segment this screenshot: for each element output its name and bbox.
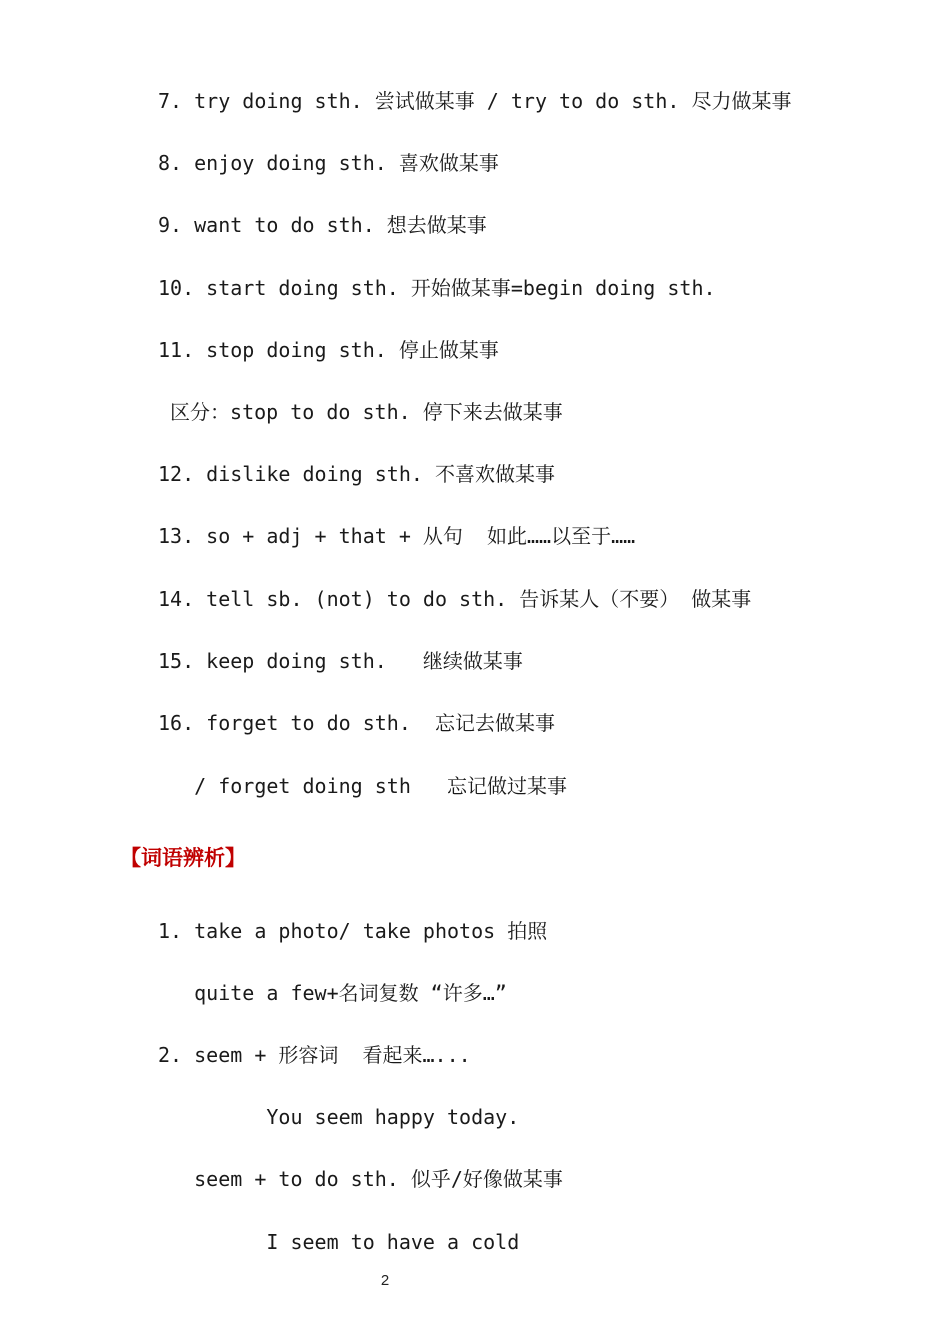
page-number: 2 <box>380 1272 390 1289</box>
phrase-line-16: 16. forget to do sth. 忘记去做某事 <box>158 711 555 735</box>
analysis-line-1: 1. take a photo/ take photos 拍照 <box>158 919 548 943</box>
analysis-line-quite-a-few: quite a few+名词复数 “许多…” <box>158 981 507 1005</box>
phrase-line-8: 8. enjoy doing sth. 喜欢做某事 <box>158 151 499 175</box>
phrase-line-distinction: 区分：stop to do sth. 停下来去做某事 <box>158 400 563 424</box>
phrase-line-16-alt: / forget doing sth 忘记做过某事 <box>158 774 567 798</box>
phrase-line-15: 15. keep doing sth. 继续做某事 <box>158 649 523 673</box>
phrase-line-7: 7. try doing sth. 尝试做某事 / try to do sth. 尽力做某事 <box>158 89 792 113</box>
analysis-line-seem-to: seem + to do sth. 似乎/好像做某事 <box>158 1167 563 1191</box>
phrase-line-13: 13. so + adj + that + 从句 如此……以至于…… <box>158 524 636 548</box>
phrase-line-9: 9. want to do sth. 想去做某事 <box>158 213 487 237</box>
phrase-line-12: 12. dislike doing sth. 不喜欢做某事 <box>158 462 555 486</box>
analysis-example-2: I seem to have a cold <box>158 1230 520 1254</box>
analysis-example-1: You seem happy today. <box>158 1105 520 1129</box>
analysis-line-2: 2. seem + 形容词 看起来…... <box>158 1043 471 1067</box>
section-heading: 【词语辨析】 <box>120 846 246 870</box>
phrase-line-14: 14. tell sb. (not) to do sth. 告诉某人（不要） 做某事 <box>158 587 752 611</box>
phrase-line-11: 11. stop doing sth. 停止做某事 <box>158 338 499 362</box>
phrase-line-10: 10. start doing sth. 开始做某事=begin doing sth. <box>158 276 716 300</box>
